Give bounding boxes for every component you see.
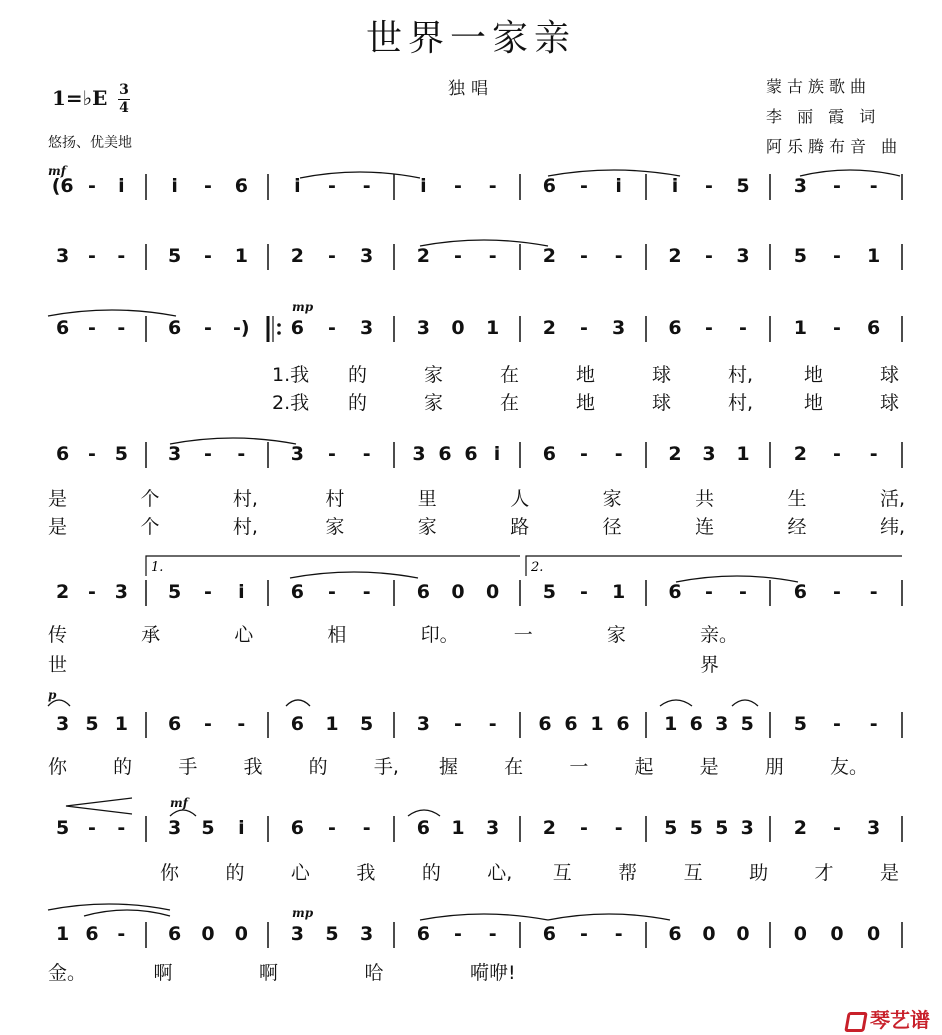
note: 1 xyxy=(56,923,70,945)
lyric-word: 起 xyxy=(634,756,654,778)
volta-bracket xyxy=(526,556,902,576)
note: 6 xyxy=(668,581,682,603)
note: - xyxy=(739,581,747,603)
slur xyxy=(548,914,670,920)
lyric-word: 的 xyxy=(348,392,368,414)
note: 2 xyxy=(56,581,70,603)
lyric-word: 纬, xyxy=(880,516,906,538)
note: 5 xyxy=(542,581,556,603)
note: 3 xyxy=(56,713,70,735)
note: - xyxy=(328,581,336,603)
note: - xyxy=(580,817,588,839)
note: - xyxy=(488,175,497,197)
lyric-word: 路 xyxy=(510,516,530,538)
note: - xyxy=(362,817,371,839)
credit-lyricist: 李 丽 霞 词 xyxy=(766,107,881,126)
lyric-word: 家 xyxy=(417,516,437,538)
note: 6 xyxy=(668,923,682,945)
note: 0 xyxy=(702,923,716,945)
note: 5 xyxy=(325,923,339,945)
lyric-word: 啊 xyxy=(153,962,173,984)
lyric-word: 家 xyxy=(602,488,622,510)
note: 3 xyxy=(740,817,754,839)
lyric-word: 家 xyxy=(424,392,444,414)
slur xyxy=(420,240,548,246)
lyric-word: 活, xyxy=(880,488,906,510)
note: 6 xyxy=(168,713,182,735)
note: -) xyxy=(233,317,250,339)
note: 0 xyxy=(867,923,881,945)
lyric-word: 握 xyxy=(439,756,459,778)
lyric-word: 手 xyxy=(178,756,198,778)
lyric-word: 承 xyxy=(141,624,161,646)
note: 1 xyxy=(664,713,678,735)
slur xyxy=(676,576,798,582)
note: - xyxy=(328,245,336,267)
note: 6 xyxy=(793,581,807,603)
lyric-word: 是 xyxy=(880,862,900,884)
lyric-word: 地 xyxy=(804,364,824,386)
note: - xyxy=(580,175,588,197)
lyric-word: 印。 xyxy=(420,624,459,646)
note: 6 xyxy=(56,443,70,465)
note: - xyxy=(328,175,336,197)
note: - xyxy=(88,175,96,197)
slur xyxy=(290,572,418,578)
dynamic-mark: mf xyxy=(170,796,188,810)
page-title: 世界一家亲 xyxy=(365,18,576,59)
lyric-word: 金。 xyxy=(48,962,87,984)
note: 6 xyxy=(438,443,452,465)
lyric-word: 你 xyxy=(160,862,180,884)
note: 6 xyxy=(168,317,182,339)
note: 6 xyxy=(464,443,478,465)
note: 0 xyxy=(793,923,807,945)
volta-label: 1. xyxy=(151,560,164,575)
logo: 琴艺谱 xyxy=(846,1004,930,1033)
dynamic-mark: mp xyxy=(292,906,314,920)
lyric-word: 村, xyxy=(232,488,258,510)
lyric-word: 在 xyxy=(504,756,524,778)
lyric-word: 村, xyxy=(728,364,754,386)
note: - xyxy=(204,713,212,735)
note: - xyxy=(117,923,126,945)
note: 3 xyxy=(793,175,807,197)
lyric-word: 亲。 xyxy=(700,624,739,646)
note: 5 xyxy=(201,817,215,839)
note: 6 xyxy=(416,923,430,945)
note: - xyxy=(705,175,713,197)
lyric-word: 是 xyxy=(48,516,68,538)
note: - xyxy=(614,245,623,267)
note: 2 xyxy=(542,317,556,339)
note: - xyxy=(614,443,623,465)
note: - xyxy=(117,817,126,839)
note: - xyxy=(488,923,497,945)
note: 3 xyxy=(715,713,729,735)
lyric-word: 1.我 xyxy=(272,364,310,386)
lyric-word: 心 xyxy=(290,862,310,884)
note: - xyxy=(833,175,841,197)
lyric-word: 互 xyxy=(552,862,572,884)
lyric-word: 我 xyxy=(243,756,263,778)
note: - xyxy=(117,317,126,339)
lyric-word: 的 xyxy=(348,364,368,386)
note: - xyxy=(869,175,878,197)
note: 6 xyxy=(867,317,881,339)
note: 2 xyxy=(542,817,556,839)
note: - xyxy=(580,245,588,267)
lyric-word: 在 xyxy=(500,392,520,414)
note: 3 xyxy=(114,581,128,603)
lyric-word: 帮 xyxy=(618,862,638,884)
note: - xyxy=(328,817,336,839)
note: - xyxy=(237,443,246,465)
note: 3 xyxy=(290,923,304,945)
lyric-word: 世 xyxy=(48,654,68,676)
note: i xyxy=(294,175,301,197)
note: 3 xyxy=(290,443,304,465)
note: 2 xyxy=(542,245,556,267)
note: - xyxy=(739,317,747,339)
lyric-word: 的 xyxy=(308,756,328,778)
note: 6 xyxy=(668,317,682,339)
note: 3 xyxy=(612,317,626,339)
note: - xyxy=(328,317,336,339)
note: - xyxy=(580,317,588,339)
note: - xyxy=(454,245,462,267)
note: 6 xyxy=(416,581,430,603)
note: - xyxy=(614,923,623,945)
note: - xyxy=(833,713,841,735)
note: - xyxy=(488,713,497,735)
note: 6 xyxy=(168,923,182,945)
note: - xyxy=(488,245,497,267)
note: 0 xyxy=(234,923,248,945)
lyric-word: 经 xyxy=(787,516,807,538)
slur xyxy=(48,310,176,316)
lyric-word: 村, xyxy=(232,516,258,538)
note: i xyxy=(615,175,622,197)
note: - xyxy=(869,443,878,465)
note: 5 xyxy=(664,817,678,839)
repeat-dot xyxy=(277,323,281,327)
crescendo-hairpin xyxy=(66,798,132,814)
lyric-word: 互 xyxy=(683,862,703,884)
note: 5 xyxy=(793,245,807,267)
note: - xyxy=(454,923,462,945)
note: i xyxy=(118,175,125,197)
slur xyxy=(800,170,900,176)
note: - xyxy=(833,581,841,603)
note: 0 xyxy=(451,581,465,603)
slur xyxy=(548,170,680,176)
note: 1 xyxy=(114,713,128,735)
note: - xyxy=(833,317,841,339)
note: - xyxy=(237,713,246,735)
slur xyxy=(408,810,440,816)
lyric-word: 2.我 xyxy=(272,392,310,414)
note: - xyxy=(833,443,841,465)
slur xyxy=(660,700,692,706)
lyric-word: 一 xyxy=(513,624,533,646)
note: 6 xyxy=(538,713,552,735)
lyric-word: 家 xyxy=(606,624,626,646)
note: 6 xyxy=(85,923,99,945)
note: 5 xyxy=(360,713,374,735)
note: 5 xyxy=(740,713,754,735)
note: 5 xyxy=(736,175,750,197)
lyric-word: 的 xyxy=(113,756,133,778)
lyric-word: 手, xyxy=(373,756,399,778)
note: 0 xyxy=(736,923,750,945)
note: 2 xyxy=(668,443,682,465)
lyric-word: 球 xyxy=(880,392,900,414)
slur xyxy=(286,700,310,706)
lyric-word: 连 xyxy=(695,516,715,538)
note: 3 xyxy=(736,245,750,267)
note: i xyxy=(671,175,679,197)
note: 6 xyxy=(290,713,304,735)
lyric-word: 助 xyxy=(749,862,769,884)
note: 5 xyxy=(793,713,807,735)
note: - xyxy=(88,817,96,839)
note: - xyxy=(117,245,126,267)
note: 6 xyxy=(56,317,70,339)
slur xyxy=(48,700,70,706)
note: 2 xyxy=(290,245,304,267)
note: 6 xyxy=(290,817,304,839)
note: - xyxy=(88,443,96,465)
lyric-word: 地 xyxy=(576,364,596,386)
lyric-word: 家 xyxy=(424,364,444,386)
volta-label: 2. xyxy=(531,560,544,575)
lyric-word: 个 xyxy=(140,488,160,510)
note: 6 xyxy=(616,713,630,735)
slur xyxy=(170,810,196,816)
note: 0 xyxy=(451,317,465,339)
note: 6 xyxy=(290,317,304,339)
note: - xyxy=(204,581,212,603)
note: 2 xyxy=(793,443,807,465)
lyric-word: 共 xyxy=(695,488,715,510)
lyric-word: 的 xyxy=(225,862,245,884)
note: 0 xyxy=(201,923,215,945)
note: 1 xyxy=(793,317,807,339)
note: 6 xyxy=(564,713,578,735)
lyric-word: 我 xyxy=(356,862,376,884)
slur xyxy=(420,914,548,920)
note: 2 xyxy=(668,245,682,267)
slur xyxy=(84,910,170,916)
lyric-word: 在 xyxy=(500,364,520,386)
logo-icon xyxy=(844,1012,868,1032)
note: - xyxy=(705,245,713,267)
note: 3 xyxy=(56,245,70,267)
performance-type: 独唱 xyxy=(448,79,494,99)
note: 3 xyxy=(702,443,716,465)
lyric-word: 心 xyxy=(234,624,254,646)
note: - xyxy=(580,443,588,465)
note: 1 xyxy=(325,713,339,735)
note: i xyxy=(238,581,245,603)
note: 5 xyxy=(56,817,70,839)
lyric-word: 朋 xyxy=(764,756,784,778)
note: - xyxy=(705,581,713,603)
note: 3 xyxy=(360,317,374,339)
repeat-dot xyxy=(277,331,281,335)
note: - xyxy=(88,317,96,339)
note: 0 xyxy=(486,581,500,603)
lyric-word: 个 xyxy=(140,516,160,538)
note: 6 xyxy=(290,581,304,603)
lyric-word: 心, xyxy=(487,862,513,884)
lyric-word: 界 xyxy=(700,654,720,676)
lyric-word: 相 xyxy=(327,624,347,646)
lyric-word: 人 xyxy=(510,488,530,510)
note: 1 xyxy=(612,581,626,603)
note: 6 xyxy=(416,817,430,839)
note: 1 xyxy=(736,443,750,465)
note: 3 xyxy=(867,817,881,839)
note: 6 xyxy=(234,175,248,197)
lyric-word: 是 xyxy=(48,488,68,510)
note: - xyxy=(88,245,96,267)
lyric-word: 径 xyxy=(602,516,622,538)
note: - xyxy=(204,317,212,339)
key-signature: 1=♭E xyxy=(52,86,108,110)
slur xyxy=(48,904,170,910)
note: - xyxy=(88,581,96,603)
lyric-word: 球 xyxy=(652,364,672,386)
note: - xyxy=(869,713,878,735)
lyric-word: 一 xyxy=(569,756,589,778)
note: 3 xyxy=(168,443,182,465)
dynamic-mark: p xyxy=(48,688,57,702)
note: - xyxy=(833,817,841,839)
note: 6 xyxy=(542,443,556,465)
note: 5 xyxy=(168,581,182,603)
lyric-word: 是 xyxy=(699,756,719,778)
slur xyxy=(300,172,420,178)
note: 0 xyxy=(830,923,844,945)
tempo-marking: 悠扬、优美地 xyxy=(48,135,132,151)
note: i xyxy=(493,443,501,465)
note: 3 xyxy=(168,817,182,839)
note: - xyxy=(362,443,371,465)
note: 5 xyxy=(168,245,182,267)
note: 1 xyxy=(451,817,465,839)
lyric-word: 传 xyxy=(48,624,68,646)
note: 6 xyxy=(542,923,556,945)
note: i xyxy=(238,817,245,839)
lyric-word: 你 xyxy=(48,756,68,778)
note: 1 xyxy=(234,245,248,267)
note: 3 xyxy=(416,317,430,339)
slur xyxy=(732,700,758,706)
note: - xyxy=(833,245,841,267)
lyric-word: 哈 xyxy=(364,962,384,984)
lyric-word: 生 xyxy=(787,488,807,510)
dynamic-mark: mp xyxy=(292,300,314,314)
note: 5 xyxy=(715,817,729,839)
note: 1 xyxy=(867,245,881,267)
lyric-word: 才 xyxy=(814,862,834,884)
dynamic-mark: mf xyxy=(48,164,66,178)
note: - xyxy=(328,443,336,465)
note: - xyxy=(362,175,371,197)
note: i xyxy=(171,175,178,197)
lyric-word: 里 xyxy=(417,488,437,510)
note: - xyxy=(454,713,462,735)
note: (6 xyxy=(51,175,74,197)
lyric-word: 家 xyxy=(325,516,345,538)
note: - xyxy=(454,175,462,197)
note: - xyxy=(362,581,371,603)
lyric-word: 球 xyxy=(880,364,900,386)
note: - xyxy=(869,581,878,603)
note: 5 xyxy=(85,713,99,735)
lyric-word: 啊 xyxy=(259,962,279,984)
note: - xyxy=(204,443,212,465)
note: 3 xyxy=(360,245,374,267)
note: 3 xyxy=(360,923,374,945)
note: - xyxy=(204,245,212,267)
note: 3 xyxy=(416,713,430,735)
note: - xyxy=(614,817,623,839)
note: 3 xyxy=(412,443,426,465)
note: - xyxy=(204,175,212,197)
lyric-word: 球 xyxy=(652,392,672,414)
credit-composer: 阿乐腾布音 曲 xyxy=(766,137,903,156)
note: 5 xyxy=(114,443,128,465)
lyric-word: 地 xyxy=(576,392,596,414)
lyric-word: 村, xyxy=(728,392,754,414)
lyric-word: 嗬咿! xyxy=(470,962,516,984)
lyric-word: 的 xyxy=(421,862,441,884)
credit-song: 蒙古族歌曲 xyxy=(766,77,872,96)
time-signature: 3 4 xyxy=(119,82,129,116)
note: 6 xyxy=(542,175,556,197)
note: 1 xyxy=(590,713,604,735)
note: - xyxy=(705,317,713,339)
lyric-word: 村 xyxy=(325,488,345,510)
note: 2 xyxy=(793,817,807,839)
note: - xyxy=(580,581,588,603)
note: 1 xyxy=(486,317,500,339)
note: 3 xyxy=(486,817,500,839)
slur xyxy=(170,438,296,444)
lyric-word: 友。 xyxy=(830,756,869,778)
note: 6 xyxy=(689,713,703,735)
note: - xyxy=(580,923,588,945)
note: i xyxy=(420,175,427,197)
lyric-word: 地 xyxy=(804,392,824,414)
note: 2 xyxy=(416,245,430,267)
note: 5 xyxy=(689,817,703,839)
